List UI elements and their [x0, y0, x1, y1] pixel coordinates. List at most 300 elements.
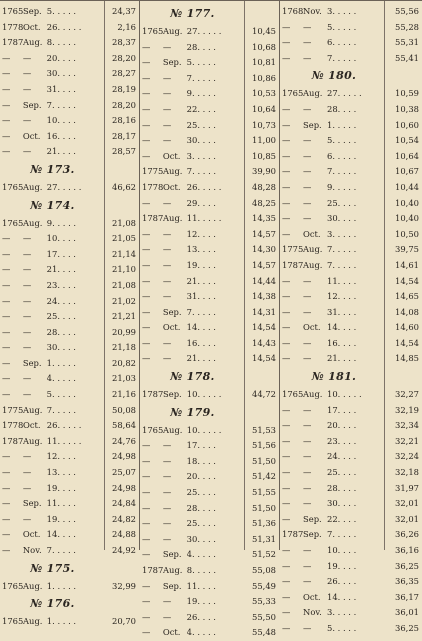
table-row: [0, 98, 139, 114]
value-cell: 10,40: [395, 197, 419, 208]
table-row: [140, 438, 279, 454]
year-cell: —: [282, 435, 291, 446]
value-cell: 10,64: [395, 150, 419, 161]
year-cell: —: [2, 467, 11, 478]
value-cell: 32,18: [395, 467, 419, 478]
day-cell: 28. . . .: [327, 482, 357, 493]
table-row: [280, 512, 422, 528]
value-cell: 28,57: [112, 146, 136, 157]
table-row: [280, 35, 422, 51]
table-row: [0, 614, 139, 630]
value-cell: 55,41: [395, 52, 419, 63]
month-cell: —: [162, 41, 172, 52]
day-cell: 10. . . . .: [186, 424, 222, 435]
year-cell: —: [2, 513, 11, 524]
year-cell: 1768: [282, 6, 304, 16]
month-cell: —: [303, 498, 312, 509]
value-cell: 21,21: [112, 311, 136, 322]
table-row: [280, 258, 422, 274]
value-cell: 10,86: [252, 72, 276, 83]
month-cell: —: [303, 545, 312, 555]
year-cell: —: [2, 342, 11, 353]
year-cell: —: [2, 99, 11, 110]
month-cell: —: [162, 440, 172, 451]
day-cell: 30. . . .: [327, 498, 357, 509]
year-cell: —: [282, 591, 291, 602]
year-cell: —: [142, 135, 151, 146]
day-cell: 27. . . . .: [46, 181, 82, 192]
month-cell: —: [162, 502, 172, 513]
table-row: [280, 51, 422, 67]
year-cell: —: [282, 420, 291, 431]
table-row: [140, 501, 279, 517]
day-cell: 22. . . .: [186, 103, 216, 114]
month-cell: —: [22, 83, 32, 94]
year-cell: —: [282, 103, 291, 114]
table-row: [0, 496, 139, 512]
month-cell: —: [22, 233, 32, 244]
table-row: [280, 305, 422, 321]
value-cell: 55,28: [395, 21, 419, 32]
value-cell: 14,57: [252, 259, 276, 270]
table-row: [280, 180, 422, 196]
year-cell: 1775: [142, 166, 164, 177]
year-cell: —: [142, 440, 151, 451]
year-cell: —: [142, 611, 151, 622]
month-cell: —: [162, 353, 172, 364]
day-cell: 26. . . . .: [46, 21, 82, 32]
table-row: [140, 24, 279, 40]
table-row: [0, 66, 139, 82]
value-cell: 39,90: [252, 166, 276, 177]
year-cell: 1778: [142, 181, 164, 192]
year-cell: 1787: [282, 529, 304, 540]
day-cell: 19. . . .: [186, 596, 216, 607]
year-cell: 1765: [282, 389, 304, 400]
day-cell: 9. . . . .: [46, 217, 77, 228]
value-cell: 46,62: [112, 181, 136, 192]
month-cell: —: [303, 435, 312, 446]
year-cell: —: [142, 337, 151, 348]
day-cell: 25. . . .: [186, 518, 216, 529]
value-cell: 24,88: [112, 529, 136, 540]
year-cell: —: [142, 259, 151, 270]
month-cell: —: [303, 576, 312, 587]
day-cell: 8. . . . .: [186, 565, 217, 575]
table-row: [0, 4, 139, 20]
day-cell: 3. . . . .: [327, 607, 357, 618]
year-cell: —: [282, 166, 291, 177]
month-cell: —: [303, 291, 312, 302]
month-cell: —: [303, 337, 312, 348]
month-cell: Nov.: [22, 545, 42, 555]
month-cell: —: [162, 135, 172, 146]
year-cell: —: [142, 353, 151, 364]
month-cell: —: [22, 264, 32, 275]
year-cell: —: [142, 627, 151, 638]
heading-label: № 180.: [311, 69, 357, 83]
table-row: [0, 418, 139, 434]
day-cell: 3. . . . .: [327, 228, 357, 239]
table-row: [140, 579, 279, 595]
table-row: [140, 387, 279, 403]
table-row: [140, 485, 279, 501]
table-row: [280, 320, 422, 336]
table-row: [140, 180, 279, 196]
month-cell: Sep.: [22, 498, 42, 509]
value-cell: 36,01: [395, 607, 419, 618]
day-cell: 20. . . .: [46, 52, 76, 63]
value-cell: 58,64: [112, 420, 136, 431]
value-cell: 48,25: [252, 197, 276, 208]
day-cell: 21. . . .: [46, 146, 76, 157]
year-cell: —: [282, 197, 291, 208]
year-cell: —: [2, 389, 11, 400]
day-cell: 7. . . . .: [186, 166, 217, 177]
table-row: [0, 180, 139, 196]
table-row: [0, 20, 139, 36]
table-row: [280, 434, 422, 450]
year-cell: —: [282, 228, 291, 239]
star-number-heading: [280, 367, 422, 387]
day-cell: 25. . . .: [186, 119, 216, 130]
month-cell: —: [22, 467, 32, 478]
day-cell: 31. . . .: [327, 306, 357, 317]
year-cell: —: [142, 150, 151, 161]
table-row: [280, 465, 422, 481]
table-row: [280, 527, 422, 543]
day-cell: 19. . . .: [46, 513, 76, 524]
table-row: [0, 449, 139, 465]
table-row: [140, 133, 279, 149]
table-row: [280, 336, 422, 352]
month-cell: Aug.: [23, 404, 43, 415]
value-cell: 14,85: [395, 353, 419, 364]
table-row: [280, 102, 422, 118]
day-cell: 28. . . .: [186, 502, 216, 513]
year-cell: —: [142, 518, 151, 529]
day-cell: 30. . . .: [46, 342, 76, 353]
heading-label: № 174.: [30, 198, 75, 212]
month-cell: Aug.: [163, 213, 183, 224]
day-cell: 25. . . .: [46, 311, 76, 322]
day-cell: 4. . . . .: [186, 549, 216, 560]
value-cell: 10,54: [395, 135, 419, 146]
day-cell: 7. . . . .: [46, 404, 77, 415]
table-row: [280, 449, 422, 465]
month-cell: —: [303, 166, 312, 177]
day-cell: 16. . . .: [46, 130, 76, 141]
value-cell: 32,01: [395, 513, 419, 524]
value-cell: 14,31: [252, 306, 276, 317]
day-cell: 14. . . .: [46, 529, 76, 540]
value-cell: 14,54: [252, 322, 276, 333]
month-cell: —: [22, 451, 32, 462]
year-cell: —: [282, 291, 291, 302]
year-cell: 1765: [2, 580, 24, 591]
day-cell: 20. . . .: [327, 420, 357, 431]
value-cell: 28,20: [112, 99, 136, 110]
value-cell: 10,40: [395, 213, 419, 224]
column-1: [0, 1, 140, 627]
day-cell: 5. . . . .: [327, 622, 357, 633]
day-cell: 7. . . . .: [186, 306, 216, 317]
value-cell: 20,70: [112, 616, 136, 627]
month-cell: —: [22, 295, 32, 306]
value-cell: 14,38: [252, 291, 276, 302]
value-cell: 36,17: [395, 591, 419, 602]
day-cell: 21. . . .: [186, 275, 216, 286]
table-row: [0, 340, 139, 356]
day-cell: 13. . . .: [46, 467, 76, 478]
day-cell: 14. . . .: [186, 322, 216, 333]
month-cell: —: [22, 326, 32, 337]
day-cell: 30. . . .: [46, 68, 76, 79]
value-cell: 32,99: [112, 580, 136, 591]
month-cell: —: [162, 596, 172, 607]
month-cell: —: [162, 259, 172, 270]
year-cell: —: [282, 560, 291, 571]
heading-label: № 175.: [30, 561, 75, 575]
year-cell: —: [142, 244, 151, 255]
value-cell: 48,28: [252, 181, 276, 192]
value-cell: 28,37: [112, 37, 136, 48]
year-cell: —: [142, 228, 151, 239]
month-cell: —: [303, 150, 312, 161]
day-cell: 10. . . . .: [186, 389, 222, 400]
value-cell: 24,98: [112, 482, 136, 493]
month-cell: —: [303, 467, 312, 478]
star-number-heading: [0, 559, 139, 579]
value-cell: 14,65: [395, 291, 419, 302]
month-cell: —: [162, 88, 172, 99]
star-number-heading: [280, 66, 422, 86]
year-cell: —: [142, 72, 151, 83]
year-cell: —: [142, 88, 151, 99]
month-cell: —: [162, 455, 172, 466]
table-row: [280, 590, 422, 606]
table-row: [140, 196, 279, 212]
year-cell: —: [282, 52, 291, 63]
day-cell: 19. . . .: [327, 560, 357, 571]
day-cell: 28. . . .: [46, 326, 76, 337]
table-row: [0, 465, 139, 481]
day-cell: 30. . . .: [186, 533, 216, 544]
month-cell: Oct.: [162, 627, 181, 638]
value-cell: 20,99: [112, 326, 136, 337]
day-cell: 13. . . .: [186, 244, 216, 255]
day-cell: 10. . . . .: [327, 389, 362, 400]
day-cell: 11. . . . .: [46, 435, 82, 446]
year-cell: —: [2, 373, 11, 384]
year-cell: 1778: [2, 420, 24, 431]
value-cell: 55,49: [252, 580, 276, 591]
month-cell: —: [22, 373, 32, 384]
day-cell: 9. . . . .: [186, 88, 216, 99]
year-cell: 1775: [282, 244, 304, 255]
year-cell: —: [2, 233, 11, 244]
value-cell: 28,17: [112, 130, 136, 141]
value-cell: 14,30: [252, 244, 276, 255]
table-row: [0, 82, 139, 98]
year-cell: —: [282, 451, 291, 462]
month-cell: Aug.: [303, 389, 323, 400]
day-cell: 20. . . .: [186, 471, 216, 482]
value-cell: 39,75: [395, 244, 419, 255]
column-2: [140, 1, 280, 638]
day-cell: 31. . . .: [46, 83, 76, 94]
table-row: [280, 196, 422, 212]
day-cell: 14. . . .: [327, 591, 357, 602]
value-cell: 51,53: [252, 424, 276, 435]
month-cell: —: [303, 404, 312, 415]
table-row: [280, 543, 422, 559]
value-cell: 51,50: [252, 502, 276, 513]
table-row: [0, 309, 139, 325]
value-cell: 10,44: [395, 181, 419, 192]
month-cell: —: [303, 560, 312, 571]
column-3: [280, 1, 422, 633]
year-cell: —: [282, 513, 291, 524]
year-cell: —: [2, 279, 11, 290]
day-cell: 5. . . . .: [46, 389, 76, 400]
table-row: [0, 434, 139, 450]
month-cell: Aug.: [23, 181, 43, 192]
star-number-heading: [0, 594, 139, 614]
day-cell: 30. . . .: [186, 135, 216, 146]
month-cell: Aug.: [23, 217, 43, 228]
year-cell: 1765: [2, 6, 24, 16]
year-cell: —: [2, 498, 11, 509]
day-cell: 16. . . .: [186, 337, 216, 348]
value-cell: 28,20: [112, 52, 136, 63]
star-number-heading: [140, 403, 279, 423]
value-cell: 10,60: [395, 119, 419, 130]
year-cell: —: [142, 455, 151, 466]
year-cell: 1787: [282, 259, 304, 270]
value-cell: 14,57: [252, 228, 276, 239]
year-cell: —: [282, 576, 291, 587]
day-cell: 7. . . . .: [327, 166, 357, 177]
value-cell: 31,97: [395, 482, 419, 493]
value-cell: 24,92: [112, 545, 136, 555]
year-cell: 1775: [2, 404, 24, 415]
month-cell: —: [303, 213, 312, 224]
table-row: [0, 113, 139, 129]
year-cell: —: [282, 135, 291, 146]
month-cell: Aug.: [163, 166, 183, 177]
month-cell: Oct.: [22, 529, 41, 540]
value-cell: 21,18: [112, 342, 136, 353]
month-cell: Oct.: [303, 591, 321, 602]
month-cell: —: [22, 115, 32, 126]
table-row: [140, 211, 279, 227]
month-cell: —: [162, 244, 172, 255]
heading-label: № 177.: [170, 7, 215, 20]
month-cell: —: [22, 248, 32, 259]
day-cell: 24. . . .: [327, 451, 357, 462]
value-cell: 36,25: [395, 622, 419, 633]
year-cell: 1778: [2, 21, 24, 32]
year-cell: —: [142, 57, 151, 68]
day-cell: 28. . . .: [186, 41, 216, 52]
day-cell: 7. . . . .: [46, 545, 76, 555]
day-cell: 26. . . .: [186, 611, 216, 622]
value-cell: 14,60: [395, 322, 419, 333]
value-cell: 10,73: [252, 119, 276, 130]
month-cell: Sep.: [303, 513, 322, 524]
year-cell: 1765: [2, 616, 24, 627]
month-cell: —: [22, 146, 32, 157]
year-cell: —: [142, 291, 151, 302]
year-cell: —: [2, 146, 11, 157]
table-row: [280, 559, 422, 575]
month-cell: —: [162, 533, 172, 544]
year-cell: —: [142, 596, 151, 607]
value-cell: 55,56: [395, 6, 419, 16]
year-cell: 1787: [2, 435, 24, 446]
year-cell: —: [142, 502, 151, 513]
day-cell: 26. . . . .: [46, 420, 82, 431]
table-row: [280, 274, 422, 290]
table-row: [280, 149, 422, 165]
year-cell: —: [2, 357, 11, 368]
table-row: [280, 227, 422, 243]
year-cell: —: [2, 130, 11, 141]
day-cell: 8. . . . .: [46, 37, 77, 48]
value-cell: 14,44: [252, 275, 276, 286]
value-cell: 51,36: [252, 518, 276, 529]
year-cell: —: [2, 451, 11, 462]
month-cell: Aug.: [303, 244, 323, 255]
table-row: [280, 481, 422, 497]
value-cell: 10,38: [395, 103, 419, 114]
table-row: [140, 423, 279, 439]
month-cell: —: [303, 420, 312, 431]
day-cell: 12. . . .: [186, 228, 216, 239]
value-cell: 11,00: [252, 135, 276, 146]
value-cell: 24,82: [112, 513, 136, 524]
year-cell: —: [282, 337, 291, 348]
month-cell: —: [22, 342, 32, 353]
year-cell: —: [142, 275, 151, 286]
value-cell: 24,37: [112, 6, 136, 16]
table-row: [140, 102, 279, 118]
month-cell: —: [22, 513, 32, 524]
year-cell: —: [282, 353, 291, 364]
year-cell: —: [142, 41, 151, 52]
value-cell: 21,05: [112, 233, 136, 244]
value-cell: 24,84: [112, 498, 136, 509]
day-cell: 17. . . .: [186, 440, 216, 451]
month-cell: —: [303, 52, 312, 63]
value-cell: 14,61: [395, 259, 419, 270]
table-row: [0, 543, 139, 559]
table-row: [0, 325, 139, 341]
month-cell: Aug.: [23, 616, 43, 627]
day-cell: 21. . . .: [186, 353, 216, 364]
table-row: [140, 610, 279, 626]
year-cell: —: [142, 197, 151, 208]
heading-label: № 178.: [170, 370, 215, 384]
table-row: [0, 371, 139, 387]
year-cell: —: [282, 213, 291, 224]
day-cell: 17. . . .: [46, 248, 76, 259]
year-cell: —: [2, 295, 11, 306]
day-cell: 9. . . . .: [327, 181, 357, 192]
value-cell: 55,33: [252, 596, 276, 607]
value-cell: 51,50: [252, 455, 276, 466]
